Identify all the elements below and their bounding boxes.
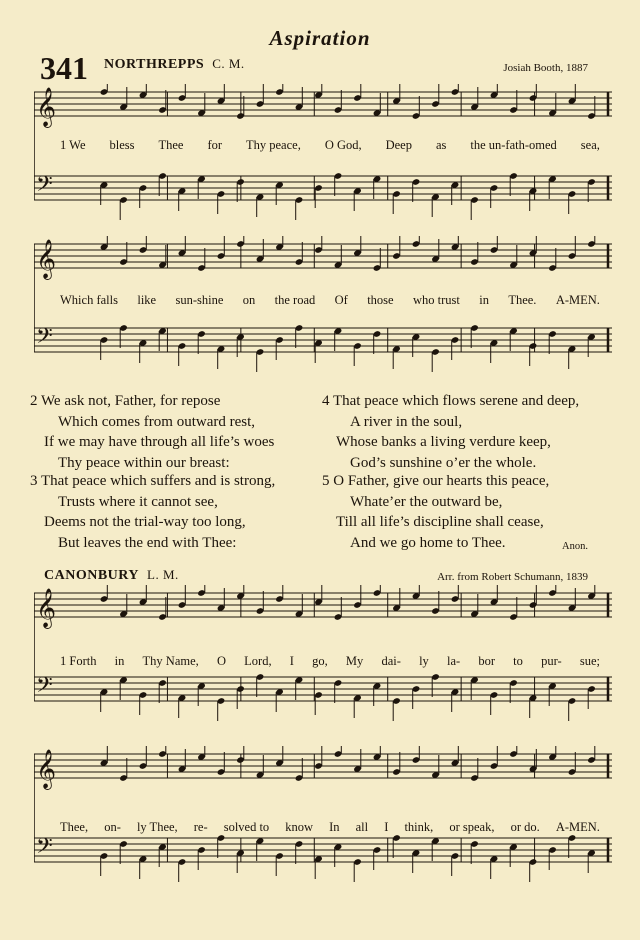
bass-clef: 𝄢 — [36, 673, 53, 703]
lyric-syllable: re- — [193, 820, 208, 834]
lyric-syllable: dai- — [381, 654, 401, 668]
verse-line: 3 That peace which suffers and is strong, — [30, 473, 276, 489]
lyric-syllable: Thy Name, — [142, 654, 199, 668]
lyric-syllable: as — [435, 138, 447, 152]
verse-2 — [30, 391, 274, 473]
verse-line: Whose banks a living verdure keep, — [336, 434, 551, 450]
verse-line: Trusts where it cannot see, — [58, 493, 218, 510]
verse-line: 2 We ask not, Father, for repose — [30, 393, 221, 409]
lyric-syllable: like — [137, 293, 157, 307]
verse-line: God’s sunshine o’er the whole. — [350, 454, 537, 471]
lyric-syllable: think, — [404, 820, 434, 834]
lyric-syllable: those — [367, 293, 394, 307]
lyric-syllable: solved to — [223, 820, 270, 834]
lyric-syllable: I — [384, 820, 389, 834]
lyric-syllable: to — [513, 654, 523, 668]
lyric-syllable: O God, — [324, 138, 362, 152]
lyric-syllable: who trust — [412, 293, 460, 307]
lyric-syllable: A-MEN. — [555, 293, 600, 307]
lyric-syllable: ly — [419, 654, 429, 668]
tune-meter: C. M. — [212, 56, 245, 71]
verse-line: Which comes from outward rest, — [58, 413, 256, 430]
verse-4 — [322, 391, 579, 473]
lyric-syllable: In — [329, 820, 340, 834]
lyric-syllable: or speak, — [449, 820, 495, 834]
grand-staff — [34, 746, 612, 886]
lyric-syllable: in — [114, 654, 125, 668]
verse-line: Whate’er the outward be, — [350, 493, 503, 510]
lyric-syllable: know — [285, 820, 314, 834]
verse-line: Deems not the trial-way too long, — [44, 514, 246, 530]
verse-3 — [30, 471, 275, 553]
lyric-syllable: la- — [446, 654, 461, 668]
lyric-syllable: bless — [109, 138, 135, 152]
hymn-number: 341 — [40, 50, 88, 86]
lyrics-line — [60, 820, 600, 835]
treble-clef: 𝄞 — [36, 239, 57, 279]
treble-clef: 𝄞 — [36, 87, 57, 127]
lyric-syllable: sun-shine — [175, 293, 224, 307]
lyrics-line — [60, 138, 600, 153]
lyric-syllable: Of — [334, 293, 348, 307]
lyric-syllable: on- — [104, 820, 121, 834]
tune-name: CANONBURY — [44, 568, 140, 583]
lyric-syllable: O — [216, 654, 226, 668]
lyric-syllable: Thee, — [60, 820, 89, 834]
music-system-1 — [34, 84, 612, 224]
lyric-syllable: Thy peace, — [246, 138, 301, 152]
lyric-syllable: in — [479, 293, 489, 307]
verse-line: And we go home to Thee. — [350, 534, 506, 551]
treble-clef: 𝄞 — [36, 588, 57, 628]
bass-clef: 𝄢 — [36, 324, 53, 354]
verse-line: But leaves the end with Thee: — [58, 534, 237, 551]
lyric-syllable: on — [242, 293, 256, 307]
verse-line: Thy peace within our breast: — [58, 454, 230, 471]
bass-clef: 𝄢 — [36, 172, 53, 202]
composer-credit: Josiah Booth, 1887 — [503, 62, 588, 74]
grand-staff — [34, 84, 612, 224]
verse-line: If we may have through all life’s woes — [44, 434, 275, 450]
lyric-syllable: I — [289, 654, 294, 668]
lyrics-line — [60, 293, 600, 308]
lyrics-line — [60, 654, 600, 669]
lyric-syllable: sea, — [580, 138, 600, 152]
author-credit: Anon. — [562, 541, 588, 552]
lyric-syllable: My — [345, 654, 364, 668]
lyric-syllable: the un-fath-omed — [470, 138, 557, 152]
lyric-syllable: for — [207, 138, 223, 152]
verse-line: 5 O Father, give our hearts this peace, — [322, 473, 550, 489]
lyric-syllable: sue; — [579, 654, 600, 668]
lyric-syllable: pur- — [541, 654, 562, 668]
lyric-syllable: bor — [478, 654, 495, 668]
lyric-syllable: or do. — [510, 820, 540, 834]
lyric-syllable: Thee — [158, 138, 184, 152]
tune-meter: L. M. — [147, 567, 179, 582]
lyric-syllable: A-MEN. — [555, 820, 600, 834]
lyric-syllable: Lord, — [244, 654, 272, 668]
lyric-syllable: Thee. — [508, 293, 537, 307]
verse-line: 4 That peace which flows serene and deep, — [322, 393, 580, 409]
lyric-syllable: 1 We — [60, 138, 86, 152]
tune-name: NORTHREPPS — [104, 57, 205, 72]
lyric-syllable: all — [355, 820, 369, 834]
verse-5 — [322, 471, 549, 553]
lyric-syllable: Deep — [385, 138, 412, 152]
verse-line: A river in the soul, — [350, 413, 463, 430]
lyric-syllable: go, — [312, 654, 328, 668]
bass-clef: 𝄢 — [36, 834, 53, 864]
verse-line: Till all life’s discipline shall cease, — [336, 514, 544, 530]
music-system-4 — [34, 746, 612, 886]
lyric-syllable: the road — [274, 293, 316, 307]
treble-clef: 𝄞 — [36, 749, 57, 789]
section-title: Aspiration — [269, 26, 371, 50]
tune-heading-northrepps — [104, 56, 245, 73]
composer-credit: Arr. from Robert Schumann, 1839 — [437, 571, 588, 583]
lyric-syllable: ly Thee, — [136, 820, 178, 834]
lyric-syllable: 1 Forth — [60, 654, 97, 668]
lyric-syllable: Which falls — [60, 293, 118, 307]
tune-heading-canonbury — [44, 567, 179, 584]
